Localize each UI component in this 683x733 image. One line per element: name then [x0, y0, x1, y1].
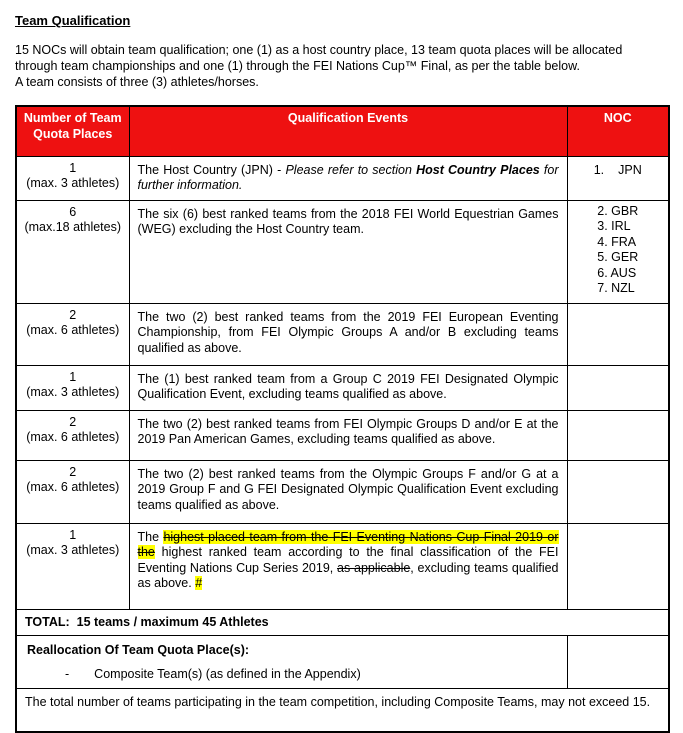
reallocation-item: - Composite Team(s) (as defined in the Appendix) — [65, 666, 361, 681]
table-row-group-c — [16, 365, 669, 410]
event-text-highlighted: # — [195, 576, 203, 590]
noc-entry: 1. JPN — [593, 162, 642, 177]
noc-list — [597, 204, 638, 297]
qualification-table — [15, 105, 670, 733]
table-row-pan-american — [16, 410, 669, 460]
header-cell-noc: NOC — [567, 106, 669, 156]
intro-line-2: A team consists of three (3) athletes/horses. — [15, 75, 259, 89]
table-row-european — [16, 303, 669, 365]
list-dash: - — [65, 666, 70, 681]
table-row-weg — [16, 200, 669, 303]
quota-max-athletes: (max. 3 athletes) — [26, 176, 120, 190]
noc-entry: 2. GBR — [597, 203, 639, 218]
table-row-nations-cup — [16, 523, 669, 609]
noc-entry: 3. IRL — [597, 219, 631, 233]
event-text: The two (2) best ranked teams from the Olympic Groups F and/or G at a 2019 Group F and G FEI Designated Olympic Qualification Event excluding teams qualified as above. — [137, 466, 559, 512]
page-title: Team Qualification — [15, 13, 131, 28]
event-text: The — [137, 529, 164, 544]
event-text-struck-highlighted: highest placed team from the FEI Eventing Nations Cup Final 2019 or the — [137, 529, 559, 559]
header-cell-places: Number of Team Quota Places — [16, 106, 129, 156]
intro-text — [15, 42, 668, 90]
quota-places: 1 — [69, 160, 77, 175]
table-row-total — [16, 609, 669, 636]
event-text: highest ranked team according to the final classification of the FEI Eventing Nations Cup Series 2019, — [137, 545, 559, 575]
total-text: TOTAL: 15 teams / maximum 45 Athletes — [16, 609, 669, 636]
quota-places: 2 — [69, 464, 77, 479]
table-row-reallocation — [16, 636, 669, 689]
event-text: The six (6) best ranked teams from the 2018 FEI World Equestrian Games (WEG) excluding the Host Country team. — [137, 206, 559, 236]
quota-places: 1 — [69, 369, 77, 384]
noc-entry: 4. FRA — [597, 234, 637, 249]
table-row-groups-f-g — [16, 460, 669, 523]
event-text: The (1) best ranked team from a Group C 2019 FEI Designated Olympic Qualification Event, excluding teams qualified as above. — [137, 371, 559, 401]
event-text-bold-italic: Host Country Places — [416, 162, 540, 177]
quota-places: 1 — [69, 527, 77, 542]
quota-places: 2 — [69, 307, 77, 322]
quota-max-athletes: (max. 6 athletes) — [26, 323, 120, 337]
quota-places: 6 — [69, 204, 77, 219]
table-row-host-country — [16, 156, 669, 200]
noc-entry: 6. AUS — [597, 265, 637, 280]
event-text-struck: as applicable — [337, 560, 411, 575]
reallocation-title: Reallocation Of Team Quota Place(s): — [27, 643, 250, 657]
event-text: The Host Country (JPN) - — [137, 162, 286, 177]
header-cell-events: Qualification Events — [129, 106, 567, 156]
noc-entry: 5. GER — [597, 250, 639, 264]
quota-max-athletes: (max. 3 athletes) — [26, 385, 120, 399]
quota-max-athletes: (max. 6 athletes) — [26, 480, 120, 494]
table-header-row — [16, 106, 669, 156]
event-text: The two (2) best ranked teams from FEI Olympic Groups D and/or E at the 2019 Pan American Games, excluding teams qualified as above. — [137, 416, 559, 446]
noc-entry: 7. NZL — [597, 281, 635, 295]
quota-max-athletes: (max. 3 athletes) — [26, 543, 120, 557]
footer-note: The total number of teams participating in the team competition, including Composite Teams, may not exceed 15. — [16, 689, 669, 732]
table-row-footer-note — [16, 689, 669, 732]
quota-max-athletes: (max.18 athletes) — [24, 220, 122, 234]
quota-places: 2 — [69, 414, 77, 429]
intro-paragraph: 15 NOCs will obtain team qualification; one (1) as a host country place, 13 team quota places will be allocated through team championships and one (1) through the FEI Nations Cup™ Final, as per the table below. — [15, 43, 623, 73]
event-text: The two (2) best ranked teams from the 2019 FEI European Eventing Championship, from FEI Olympic Groups A and/or B excluding teams qualified as above. — [137, 309, 559, 355]
event-text-italic: Please refer to section — [285, 162, 417, 177]
event-text: , excluding teams qualified as above. — [137, 560, 559, 590]
quota-max-athletes: (max. 6 athletes) — [26, 430, 120, 444]
event-text-italic: for further information. — [137, 162, 559, 192]
